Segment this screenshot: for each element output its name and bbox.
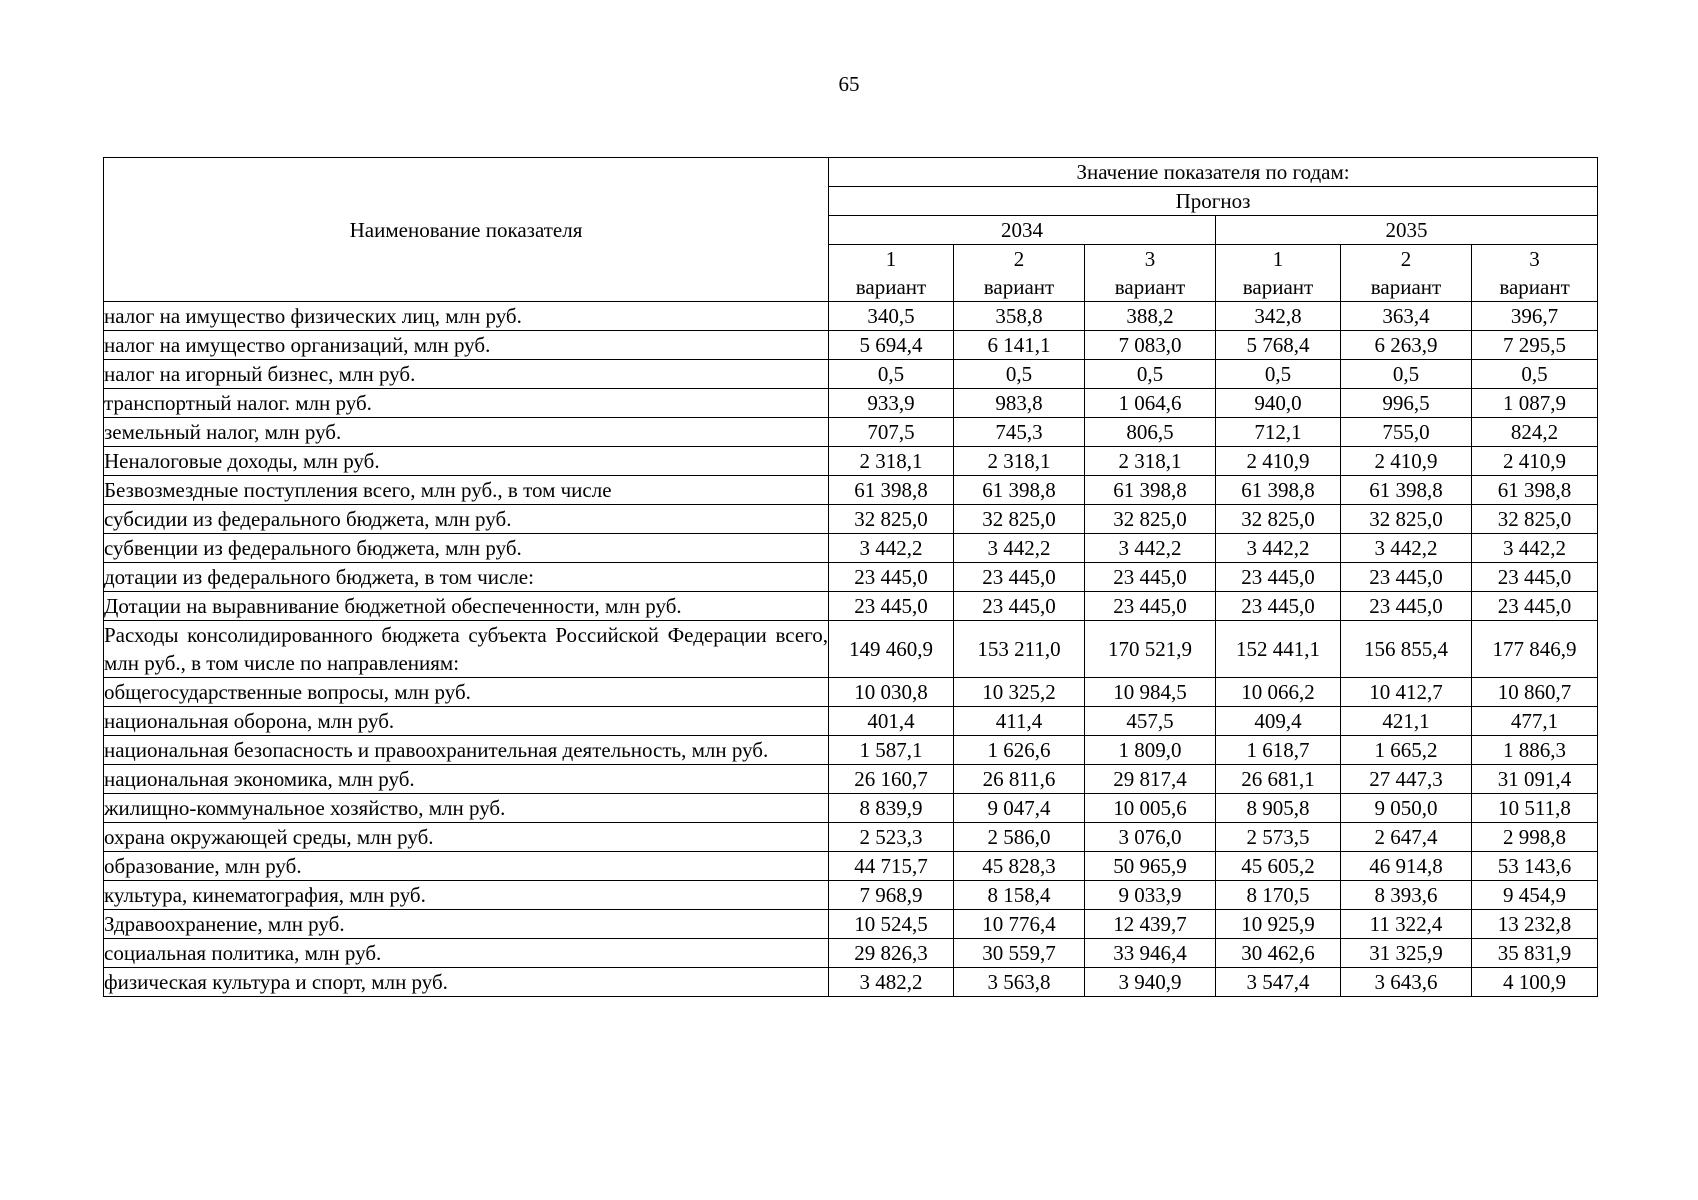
value-cell: 2 318,1	[829, 447, 954, 476]
value-cell: 6 263,9	[1341, 331, 1472, 360]
indicator-label: дотации из федерального бюджета, в том числе:	[104, 563, 829, 592]
value-cell: 3 442,2	[1216, 534, 1341, 563]
value-cell: 29 817,4	[1085, 765, 1216, 794]
value-cell: 996,5	[1341, 389, 1472, 418]
value-cell: 3 940,9	[1085, 968, 1216, 997]
indicator-label: земельный налог, млн руб.	[104, 418, 829, 447]
value-cell: 61 398,8	[829, 476, 954, 505]
value-cell: 1 809,0	[1085, 736, 1216, 765]
value-cell: 23 445,0	[1085, 563, 1216, 592]
value-cell: 32 825,0	[1472, 505, 1598, 534]
value-cell: 3 547,4	[1216, 968, 1341, 997]
year-header-2035: 2035	[1216, 216, 1598, 245]
value-cell: 1 626,6	[954, 736, 1085, 765]
value-cell: 31 091,4	[1472, 765, 1598, 794]
value-cell: 3 442,2	[1341, 534, 1472, 563]
value-cell: 7 083,0	[1085, 331, 1216, 360]
value-cell: 23 445,0	[954, 563, 1085, 592]
value-cell: 1 587,1	[829, 736, 954, 765]
value-cell: 23 445,0	[1472, 563, 1598, 592]
value-cell: 6 141,1	[954, 331, 1085, 360]
indicator-label: налог на игорный бизнес, млн руб.	[104, 360, 829, 389]
indicator-label: Неналоговые доходы, млн руб.	[104, 447, 829, 476]
table-row	[104, 910, 1598, 939]
value-cell: 358,8	[954, 302, 1085, 331]
value-cell: 411,4	[954, 707, 1085, 736]
value-cell: 0,5	[1472, 360, 1598, 389]
value-cell: 32 825,0	[954, 505, 1085, 534]
table-body	[104, 302, 1598, 997]
value-cell: 2 318,1	[1085, 447, 1216, 476]
value-cell: 477,1	[1472, 707, 1598, 736]
table-row	[104, 939, 1598, 968]
value-cell: 1 618,7	[1216, 736, 1341, 765]
value-cell: 23 445,0	[829, 592, 954, 621]
value-cell: 32 825,0	[1085, 505, 1216, 534]
table-row	[104, 968, 1598, 997]
value-cell: 1 665,2	[1341, 736, 1472, 765]
value-cell: 61 398,8	[1341, 476, 1472, 505]
value-cell: 23 445,0	[1216, 592, 1341, 621]
value-cell: 10 030,8	[829, 678, 954, 707]
value-cell: 2 998,8	[1472, 823, 1598, 852]
value-cell: 940,0	[1216, 389, 1341, 418]
value-cell: 170 521,9	[1085, 621, 1216, 678]
value-cell: 983,8	[954, 389, 1085, 418]
value-cell: 61 398,8	[1472, 476, 1598, 505]
value-cell: 27 447,3	[1341, 765, 1472, 794]
value-cell: 10 511,8	[1472, 794, 1598, 823]
value-cell: 0,5	[1085, 360, 1216, 389]
year-header-2034: 2034	[829, 216, 1216, 245]
value-cell: 23 445,0	[829, 563, 954, 592]
value-cell: 3 442,2	[829, 534, 954, 563]
value-cell: 4 100,9	[1472, 968, 1598, 997]
value-cell: 0,5	[829, 360, 954, 389]
variant-header: 2 вариант	[1341, 245, 1472, 302]
value-cell: 10 066,2	[1216, 678, 1341, 707]
indicator-label: национальная оборона, млн руб.	[104, 707, 829, 736]
table-row	[104, 823, 1598, 852]
indicator-label: субсидии из федерального бюджета, млн руб.	[104, 505, 829, 534]
forecast-header: Прогноз	[829, 187, 1598, 216]
value-cell: 0,5	[954, 360, 1085, 389]
value-cell: 340,5	[829, 302, 954, 331]
value-cell: 8 170,5	[1216, 881, 1341, 910]
value-cell: 32 825,0	[1216, 505, 1341, 534]
table-row	[104, 563, 1598, 592]
value-cell: 2 586,0	[954, 823, 1085, 852]
variant-header: 1 вариант	[1216, 245, 1341, 302]
value-cell: 3 563,8	[954, 968, 1085, 997]
indicator-label: социальная политика, млн руб.	[104, 939, 829, 968]
value-cell: 3 076,0	[1085, 823, 1216, 852]
table-row	[104, 534, 1598, 563]
table-row	[104, 678, 1598, 707]
table-row	[104, 736, 1598, 765]
indicator-label: налог на имущество организаций, млн руб.	[104, 331, 829, 360]
value-cell: 7 295,5	[1472, 331, 1598, 360]
table-row	[104, 707, 1598, 736]
indicator-label: физическая культура и спорт, млн руб.	[104, 968, 829, 997]
value-cell: 8 158,4	[954, 881, 1085, 910]
table-row	[104, 881, 1598, 910]
value-cell: 23 445,0	[1341, 592, 1472, 621]
value-cell: 10 325,2	[954, 678, 1085, 707]
variant-header: 3 вариант	[1472, 245, 1598, 302]
table-row	[104, 794, 1598, 823]
value-cell: 10 524,5	[829, 910, 954, 939]
value-cell: 12 439,7	[1085, 910, 1216, 939]
table-row	[104, 621, 1598, 678]
value-cell: 7 968,9	[829, 881, 954, 910]
page-number: 65	[838, 72, 860, 96]
value-cell: 23 445,0	[1216, 563, 1341, 592]
variant-header: 3 вариант	[1085, 245, 1216, 302]
value-cell: 33 946,4	[1085, 939, 1216, 968]
table-row	[104, 852, 1598, 881]
indicator-label: образование, млн руб.	[104, 852, 829, 881]
indicator-label: налог на имущество физических лиц, млн руб.	[104, 302, 829, 331]
value-cell: 45 605,2	[1216, 852, 1341, 881]
indicator-label: национальная безопасность и правоохранительная деятельность, млн руб.	[104, 736, 829, 765]
indicator-label: субвенции из федерального бюджета, млн руб.	[104, 534, 829, 563]
value-cell: 2 410,9	[1472, 447, 1598, 476]
value-cell: 10 860,7	[1472, 678, 1598, 707]
table-row	[104, 765, 1598, 794]
value-cell: 1 886,3	[1472, 736, 1598, 765]
indicators-table	[103, 157, 1598, 997]
value-cell: 30 462,6	[1216, 939, 1341, 968]
value-cell: 29 826,3	[829, 939, 954, 968]
value-cell: 806,5	[1085, 418, 1216, 447]
table-row	[104, 331, 1598, 360]
value-cell: 0,5	[1216, 360, 1341, 389]
value-cell: 13 232,8	[1472, 910, 1598, 939]
value-cell: 50 965,9	[1085, 852, 1216, 881]
value-cell: 457,5	[1085, 707, 1216, 736]
value-cell: 31 325,9	[1341, 939, 1472, 968]
value-cell: 3 442,2	[1472, 534, 1598, 563]
indicator-label: Здравоохранение, млн руб.	[104, 910, 829, 939]
value-cell: 11 322,4	[1341, 910, 1472, 939]
value-cell: 32 825,0	[1341, 505, 1472, 534]
value-cell: 152 441,1	[1216, 621, 1341, 678]
value-cell: 61 398,8	[954, 476, 1085, 505]
value-cell: 10 776,4	[954, 910, 1085, 939]
value-cell: 45 828,3	[954, 852, 1085, 881]
value-cell: 1 087,9	[1472, 389, 1598, 418]
value-cell: 2 318,1	[954, 447, 1085, 476]
value-cell: 2 573,5	[1216, 823, 1341, 852]
value-cell: 388,2	[1085, 302, 1216, 331]
value-cell: 933,9	[829, 389, 954, 418]
value-cell: 3 442,2	[954, 534, 1085, 563]
value-cell: 23 445,0	[1341, 563, 1472, 592]
table-row	[104, 505, 1598, 534]
value-cell: 26 811,6	[954, 765, 1085, 794]
value-cell: 421,1	[1341, 707, 1472, 736]
value-cell: 409,4	[1216, 707, 1341, 736]
value-cell: 149 460,9	[829, 621, 954, 678]
value-cell: 9 050,0	[1341, 794, 1472, 823]
indicator-label: охрана окружающей среды, млн руб.	[104, 823, 829, 852]
value-cell: 30 559,7	[954, 939, 1085, 968]
value-cell: 3 442,2	[1085, 534, 1216, 563]
value-cell: 8 839,9	[829, 794, 954, 823]
value-cell: 712,1	[1216, 418, 1341, 447]
value-cell: 2 647,4	[1341, 823, 1472, 852]
value-cell: 35 831,9	[1472, 939, 1598, 968]
value-cell: 396,7	[1472, 302, 1598, 331]
value-cell: 3 643,6	[1341, 968, 1472, 997]
value-cell: 8 393,6	[1341, 881, 1472, 910]
indicator-label: Дотации на выравнивание бюджетной обеспеченности, млн руб.	[104, 592, 829, 621]
value-cell: 10 925,9	[1216, 910, 1341, 939]
value-cell: 23 445,0	[954, 592, 1085, 621]
value-cell: 26 681,1	[1216, 765, 1341, 794]
value-cell: 44 715,7	[829, 852, 954, 881]
variant-header: 2 вариант	[954, 245, 1085, 302]
value-cell: 0,5	[1341, 360, 1472, 389]
table-row	[104, 389, 1598, 418]
value-cell: 32 825,0	[829, 505, 954, 534]
value-cell: 46 914,8	[1341, 852, 1472, 881]
value-cell: 8 905,8	[1216, 794, 1341, 823]
table-row	[104, 476, 1598, 505]
indicator-name-header: Наименование показателя	[104, 158, 829, 302]
value-cell: 9 454,9	[1472, 881, 1598, 910]
value-cell: 2 410,9	[1341, 447, 1472, 476]
indicator-label: общегосударственные вопросы, млн руб.	[104, 678, 829, 707]
value-cell: 401,4	[829, 707, 954, 736]
value-cell: 3 482,2	[829, 968, 954, 997]
value-cell: 707,5	[829, 418, 954, 447]
table-row	[104, 302, 1598, 331]
indicator-label: Безвозмездные поступления всего, млн руб., в том числе	[104, 476, 829, 505]
value-cell: 5 694,4	[829, 331, 954, 360]
value-cell: 9 047,4	[954, 794, 1085, 823]
value-cell: 10 984,5	[1085, 678, 1216, 707]
value-cell: 824,2	[1472, 418, 1598, 447]
value-cell: 61 398,8	[1085, 476, 1216, 505]
value-cell: 342,8	[1216, 302, 1341, 331]
value-cell: 26 160,7	[829, 765, 954, 794]
value-cell: 61 398,8	[1216, 476, 1341, 505]
variant-header: 1 вариант	[829, 245, 954, 302]
indicator-label: культура, кинематография, млн руб.	[104, 881, 829, 910]
indicator-label: Расходы консолидированного бюджета субъекта Российской Федерации всего, млн руб., в том числе по направлениям:	[104, 621, 829, 678]
values-by-year-header: Значение показателя по годам:	[829, 158, 1598, 187]
table-row	[104, 360, 1598, 389]
value-cell: 177 846,9	[1472, 621, 1598, 678]
value-cell: 23 445,0	[1472, 592, 1598, 621]
value-cell: 153 211,0	[954, 621, 1085, 678]
value-cell: 5 768,4	[1216, 331, 1341, 360]
table-row	[104, 592, 1598, 621]
indicator-label: транспортный налог. млн руб.	[104, 389, 829, 418]
value-cell: 23 445,0	[1085, 592, 1216, 621]
indicator-label: жилищно-коммунальное хозяйство, млн руб.	[104, 794, 829, 823]
value-cell: 156 855,4	[1341, 621, 1472, 678]
indicator-label: национальная экономика, млн руб.	[104, 765, 829, 794]
value-cell: 745,3	[954, 418, 1085, 447]
table-row	[104, 418, 1598, 447]
value-cell: 755,0	[1341, 418, 1472, 447]
value-cell: 2 410,9	[1216, 447, 1341, 476]
value-cell: 363,4	[1341, 302, 1472, 331]
table-row	[104, 447, 1598, 476]
value-cell: 1 064,6	[1085, 389, 1216, 418]
value-cell: 9 033,9	[1085, 881, 1216, 910]
value-cell: 2 523,3	[829, 823, 954, 852]
value-cell: 53 143,6	[1472, 852, 1598, 881]
value-cell: 10 412,7	[1341, 678, 1472, 707]
value-cell: 10 005,6	[1085, 794, 1216, 823]
table-header	[104, 158, 1598, 302]
